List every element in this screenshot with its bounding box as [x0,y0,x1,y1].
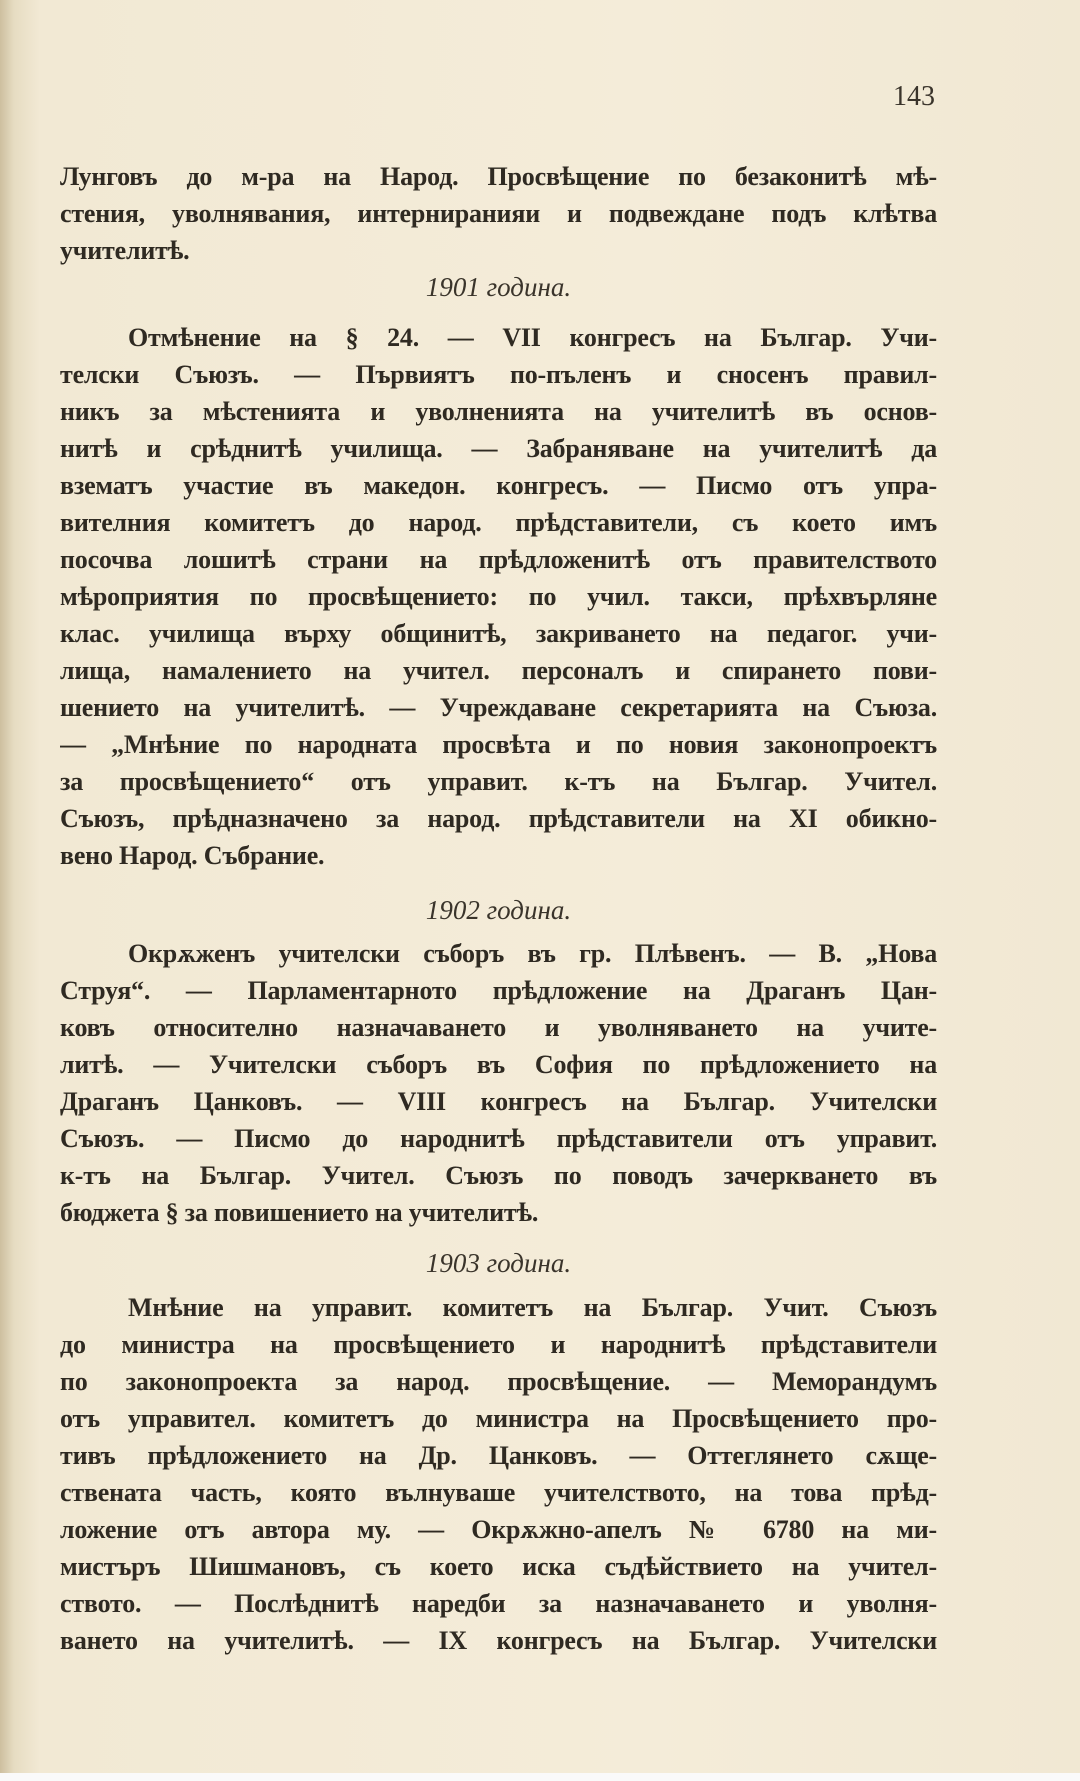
text-line: Съюзъ, прѣдназначено за народ. прѣдставители на XI обикно- [60,804,937,833]
text-line: ството. — Послѣднитѣ наредби за назначаването и уволня- [60,1589,937,1618]
text-line: отъ управител. комитетъ до министра на Просвѣщението про- [60,1404,937,1433]
text-line: вено Народ. Събрание. [60,841,325,870]
intro-paragraph [60,158,937,269]
text-line: Струя“. — Парламентарното прѣдложение на Драганъ Цан- [60,976,937,1005]
page-number: 143 [893,81,935,112]
section-1902 [60,892,937,1231]
text-line: Мнѣние на управит. комитетъ на Българ. Учит. Съюзъ [128,1293,937,1322]
text-line: ковъ относително назначаването и уволняването на учите- [60,1013,937,1042]
text-line: — „Мнѣние по народната просвѣта и по новия законопроектъ [60,730,937,759]
text-line: литѣ. — Учителски съборъ въ София по прѣдложението на [60,1050,937,1079]
text-line: бюджета § за повишението на учителитѣ. [60,1198,539,1227]
text-line: нитѣ и срѣднитѣ училища. — Забраняване на учителитѣ да [60,434,937,463]
text-line: к-тъ на Българ. Учител. Съюзъ по поводъ зачеркването въ [60,1161,937,1190]
text-line: Отмѣнение на § 24. — VII конгресъ на Българ. Учи- [128,323,937,352]
text-line: ложение отъ автора му. — Окрѫжно-апелъ № 6780 на ми- [60,1515,937,1544]
text-line: учителитѣ. [60,236,190,265]
text-line: Драганъ Цанковъ. — VIII конгресъ на Българ. Учителски [60,1087,937,1116]
text-line: посочва лошитѣ страни на прѣдложенитѣ отъ правителството [60,545,937,574]
text-line: никъ за мѣстенията и уволненията на учителитѣ въ основ- [60,397,937,426]
text-line: до министра на просвѣщението и народнитѣ прѣдставители [60,1330,937,1359]
text-line: шението на учителитѣ. — Учреждаване секретарията на Съюза. [60,693,937,722]
text-line: за просвѣщението“ отъ управит. к-тъ на Българ. Учител. [60,767,937,796]
text-line: Окрѫженъ учителски съборъ въ гр. Плѣвенъ. — В. „Нова [128,939,937,968]
text-line: телски Съюзъ. — Първиятъ по-пъленъ и сносенъ правил- [60,360,937,389]
section-heading: 1902 година. [425,895,572,925]
text-line: ването на учителитѣ. — IX конгресъ на Българ. Учителски [60,1626,937,1655]
text-line: Съюзъ. — Писмо до народнитѣ прѣдставители отъ управит. [60,1124,937,1153]
page-body [60,158,937,1659]
text-line: тивъ прѣдложението на Др. Цанковъ. — Оттеглянето сѫще- [60,1441,937,1470]
section-heading: 1901 година. [425,272,572,302]
text-line: Лунговъ до м-ра на Народ. Просвѣщение по безаконитѣ мѣ- [60,162,937,191]
text-line: лища, намалението на учител. персоналъ и спирането пови- [60,656,937,685]
text-line: вителния комитетъ до народ. прѣдставители, съ което имъ [60,508,937,537]
text-line: стения, уволнявания, интерниранияи и подвеждане подъ клѣтва [60,199,937,228]
section-1903 [60,1245,937,1659]
scan-bottom-edge [0,1773,1080,1781]
text-line: мистъръ Шишмановъ, съ което иска съдѣйствието на учител- [60,1552,937,1581]
text-line: мѣроприятия по просвѣщението: по учил. такси, прѣхвърляне [60,582,937,611]
section-heading: 1903 година. [425,1248,572,1278]
text-line: по законопроекта за народ. просвѣщение. — Меморандумъ [60,1367,937,1396]
section-1901 [60,269,937,874]
text-line: клас. училища върху общинитѣ, закриването на педагог. учи- [60,619,937,648]
text-line: ствената часть, която вълнуваше учителството, на това прѣд- [60,1478,937,1507]
text-line: взематъ участие въ македон. конгресъ. — Писмо отъ упра- [60,471,937,500]
